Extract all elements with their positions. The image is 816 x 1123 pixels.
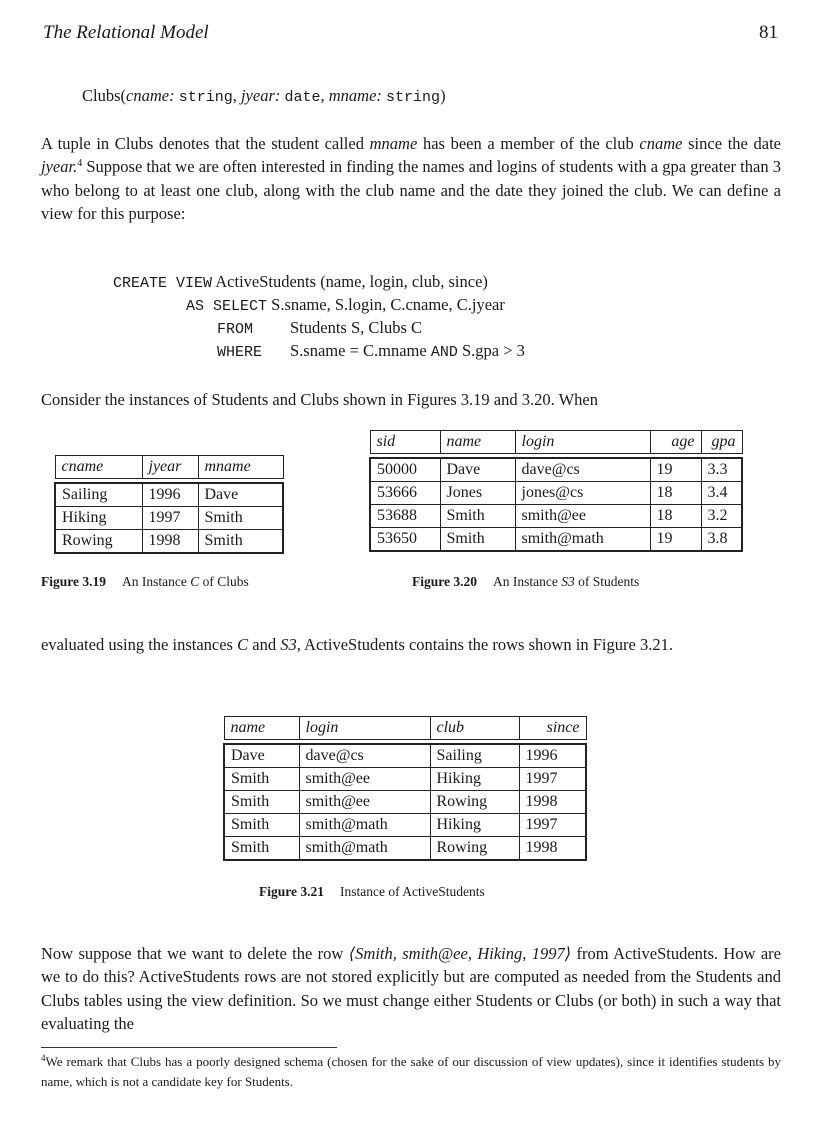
footnote: $^4$We remark that Clubs has a poorly designed schema (chosen for the sake of our discussion of view updates), since it identifies students by name, which is not a candidate key for Students. bbox=[41, 1053, 781, 1089]
table-cell: Smith bbox=[224, 768, 299, 791]
column-header: cname bbox=[55, 456, 142, 479]
paragraph-evaluated: evaluated using the instances C and S3, ActiveStudents contains the rows shown in Figure 3.21. bbox=[41, 635, 673, 654]
table-cell: 1996 bbox=[142, 483, 198, 507]
table-cell: Rowing bbox=[430, 837, 519, 861]
table-cell: Smith bbox=[198, 530, 283, 554]
table-row bbox=[224, 837, 586, 861]
table-cell: Jones bbox=[440, 482, 515, 505]
figure-3-20-caption: Figure 3.20 An Instance S3 of Students bbox=[412, 574, 640, 589]
table-cell: 1997 bbox=[142, 507, 198, 530]
table-cell: Sailing bbox=[430, 744, 519, 768]
footnote-rule bbox=[41, 1047, 337, 1048]
column-header: gpa bbox=[701, 431, 742, 454]
table-cell: 1996 bbox=[519, 744, 586, 768]
table-cell: smith@ee bbox=[299, 768, 430, 791]
table-cell: 50000 bbox=[370, 458, 440, 482]
active-students-table bbox=[223, 716, 587, 861]
paragraph-delete-row: Now suppose that we want to delete the row ⟨Smith, smith@ee, Hiking, 1997⟩ from ActiveStudents. How are we to do this? ActiveStudents rows are not stored explicitly but are computed as needed from the Students and Clubs tables using the view definition. So we must change either Students or Clubs (or both) in such a way that evaluating the bbox=[41, 944, 781, 1033]
table-cell: 18 bbox=[650, 482, 701, 505]
column-header: age bbox=[650, 431, 701, 454]
table-cell: 53688 bbox=[370, 505, 440, 528]
table-cell: Dave bbox=[224, 744, 299, 768]
table-cell: smith@ee bbox=[299, 791, 430, 814]
table-cell: Sailing bbox=[55, 483, 142, 507]
table-row bbox=[370, 505, 742, 528]
table-cell: smith@math bbox=[299, 814, 430, 837]
column-header: name bbox=[224, 717, 299, 740]
table-cell: jones@cs bbox=[515, 482, 650, 505]
table-cell: Hiking bbox=[430, 768, 519, 791]
table-cell: 19 bbox=[650, 458, 701, 482]
table-cell: 53666 bbox=[370, 482, 440, 505]
column-header: mname bbox=[198, 456, 283, 479]
table-row bbox=[55, 507, 283, 530]
clubs-schema: Clubs(cname: string, jyear: date, mname: string) bbox=[82, 86, 446, 106]
table-cell: 53650 bbox=[370, 528, 440, 552]
table-cell: Rowing bbox=[55, 530, 142, 554]
table-cell: dave@cs bbox=[299, 744, 430, 768]
table-cell: 1998 bbox=[519, 791, 586, 814]
table-cell: Smith bbox=[224, 837, 299, 861]
table-row bbox=[224, 768, 586, 791]
table-cell: 1998 bbox=[142, 530, 198, 554]
table-row bbox=[224, 744, 586, 768]
table-cell: 1997 bbox=[519, 768, 586, 791]
table-cell: 1997 bbox=[519, 814, 586, 837]
table-cell: Dave bbox=[440, 458, 515, 482]
column-header: sid bbox=[370, 431, 440, 454]
table-row bbox=[370, 482, 742, 505]
paragraph-consider: Consider the instances of Students and Clubs shown in Figures 3.19 and 3.20. When bbox=[41, 390, 598, 409]
sql-line-where: WHERE S.sname = C.mname AND S.gpa > 3 bbox=[217, 341, 525, 361]
column-header: login bbox=[299, 717, 430, 740]
table-cell: 3.4 bbox=[701, 482, 742, 505]
column-header: name bbox=[440, 431, 515, 454]
table-cell: Smith bbox=[224, 814, 299, 837]
footnote-ref: 4 bbox=[77, 158, 83, 170]
column-header: club bbox=[430, 717, 519, 740]
figure-3-21-caption: Figure 3.21 Instance of ActiveStudents bbox=[259, 884, 485, 899]
column-header: login bbox=[515, 431, 650, 454]
table-cell: Smith bbox=[224, 791, 299, 814]
table-cell: 3.8 bbox=[701, 528, 742, 552]
sql-line-select: AS SELECT S.sname, S.login, C.cname, C.jyear bbox=[186, 295, 505, 315]
table-row bbox=[224, 791, 586, 814]
sql-line-create: CREATE VIEW ActiveStudents (name, login, club, since) bbox=[113, 272, 488, 292]
table-cell: Hiking bbox=[55, 507, 142, 530]
table-row bbox=[55, 530, 283, 554]
table-cell: 18 bbox=[650, 505, 701, 528]
table-cell: 1998 bbox=[519, 837, 586, 861]
students-table bbox=[369, 430, 743, 552]
table-cell: smith@math bbox=[299, 837, 430, 861]
table-row bbox=[224, 814, 586, 837]
table-cell: smith@ee bbox=[515, 505, 650, 528]
sql-line-from: FROM Students S, Clubs C bbox=[217, 318, 423, 338]
running-head: The Relational Model bbox=[43, 22, 209, 43]
table-row bbox=[370, 458, 742, 482]
table-cell: dave@cs bbox=[515, 458, 650, 482]
table-cell: 3.2 bbox=[701, 505, 742, 528]
page-number: 81 bbox=[759, 22, 778, 43]
table-cell: Smith bbox=[198, 507, 283, 530]
clubs-table bbox=[54, 455, 284, 554]
figure-3-19-caption: Figure 3.19 An Instance C of Clubs bbox=[41, 574, 249, 589]
table-cell: 3.3 bbox=[701, 458, 742, 482]
table-cell: smith@math bbox=[515, 528, 650, 552]
table-cell: Smith bbox=[440, 505, 515, 528]
table-cell: Smith bbox=[440, 528, 515, 552]
table-cell: Rowing bbox=[430, 791, 519, 814]
paragraph-clubs-description: A tuple in Clubs denotes that the student called mname has been a member of the club cname since the date jyear.$^4$ Suppose that we are often interested in finding the names and logins of students with a gpa greater than 3 who belong to at least one club, along with the club name and the date they joined the club. We can define a view for this purpose: bbox=[41, 134, 781, 223]
table-row bbox=[370, 528, 742, 552]
table-row bbox=[55, 483, 283, 507]
table-cell: 19 bbox=[650, 528, 701, 552]
table-cell: Dave bbox=[198, 483, 283, 507]
column-header: jyear bbox=[142, 456, 198, 479]
column-header: since bbox=[519, 717, 586, 740]
table-cell: Hiking bbox=[430, 814, 519, 837]
